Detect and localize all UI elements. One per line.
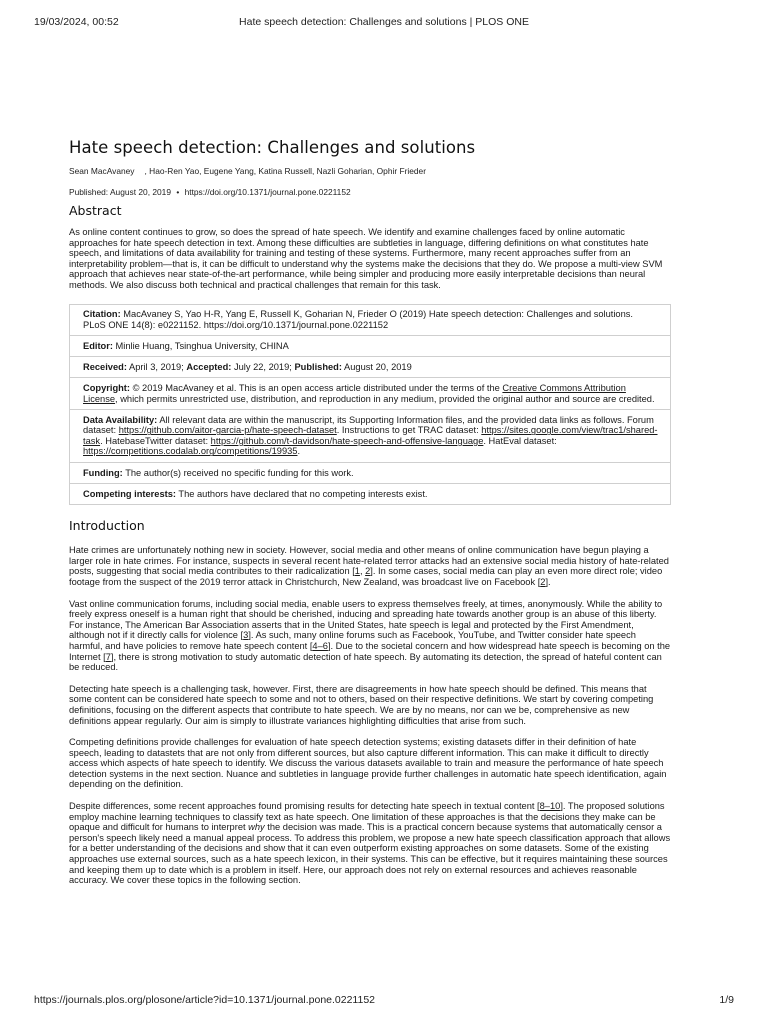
reference-link[interactable]: 4–6 xyxy=(312,640,328,651)
published-date: Published: August 20, 2019 xyxy=(69,187,171,197)
data-availability-row xyxy=(70,409,670,462)
data-availability-text: All relevant data are within the manuscript, its Supporting Information files, and the provided data links as follows. Forum dataset: xyxy=(83,414,654,436)
data-availability-text: . HatEval dataset: xyxy=(483,435,557,446)
reference-link[interactable]: 8–10 xyxy=(539,801,561,812)
introduction-section xyxy=(69,545,671,886)
received-label: Received: xyxy=(83,361,127,372)
introduction-heading: Introduction xyxy=(69,518,145,534)
trac-dataset-link[interactable]: https://sites.google.com/view/trac1/shared-task xyxy=(83,425,658,446)
published-date-meta: August 20, 2019 xyxy=(344,361,412,372)
author-link[interactable]: Sean MacAvaney xyxy=(69,166,135,176)
paragraph-text: ]. As such, many online forums such as Facebook, YouTube, and Twitter consider hate speech harmful, and have policies to remove hate speech content [ xyxy=(69,630,636,651)
intro-paragraph-5 xyxy=(69,801,671,886)
reference-link[interactable]: 1 xyxy=(354,566,360,577)
abstract-heading: Abstract xyxy=(69,203,122,218)
bullet-separator: • xyxy=(176,187,180,197)
editor-text: Minlie Huang, Tsinghua University, CHINA xyxy=(115,340,289,351)
data-availability-label: Data Availability: xyxy=(83,414,158,425)
citation-text: MacAvaney S, Yao H-R, Yang E, Russell K, Goharian N, Frieder O (2019) Hate speech detection: Challenges and solutions. PLoS ONE 14(8): e0221152. https://doi.org/10.1371/journal.pone.0221152 xyxy=(83,309,634,330)
copyright-row xyxy=(70,377,670,409)
dates-row xyxy=(70,356,670,377)
received-date: April 3, 2019; xyxy=(129,361,184,372)
accepted-date: July 22, 2019; xyxy=(233,361,292,372)
paragraph-text: Hate crimes are unfortunately nothing new in society. However, social media and other means of online communication have begun playing a larger role in hate crimes. For instance, suspects in several recent hate-related terror attacks had an extensive social media history of hate-related posts, suggesting that social media contributes to their radicalization [ xyxy=(69,545,669,577)
paragraph-text: Vast online communication forums, including social media, enable users to express themselves freely, at times, anonymously. While the ability to freely express oneself is a human right that should be cherished, inducing and spreading hate towards another group is an abuse of this liberty. For instance, The American Bar Association asserts that in the United States, hate speech is legal and protected by the First Amendment, although not if it directly calls for violence [ xyxy=(69,598,663,641)
publication-line xyxy=(69,187,671,197)
data-availability-text: . xyxy=(297,446,301,457)
paragraph-text: ]. The proposed solutions employ machine learning techniques to classify text as hate speech. One limitation of these approaches is that the decisions they make can be opaque and difficult for humans to interpret xyxy=(69,801,665,833)
print-footer xyxy=(34,994,734,1008)
emphasis-text: why xyxy=(248,822,265,833)
copyright-label: Copyright: xyxy=(83,382,130,393)
hatebase-dataset-link[interactable]: https://github.com/t-davidson/hate-speech-and-offensive-language xyxy=(210,435,484,446)
reference-link[interactable]: 3 xyxy=(243,630,249,641)
published-label: Published: xyxy=(294,361,342,372)
abstract-text: As online content continues to grow, so does the spread of hate speech. We identify and examine challenges faced by online automatic approaches for hate speech detection in text. Among these difficulties are subtleties in language, differing definitions on what constitutes hate speech, and limitations of data availability for training and testing of these systems. Furthermore, many recent approaches suffer from an interpretability problem—that is, it can be difficult to understand why the systems make the decisions that they do. We propose a multi-view SVM approach that achieves near state-of-the-art performance, while being simpler and producing more easily interpretable decisions than neural methods. We also discuss both technical and practical challenges that remain for this task. xyxy=(69,227,663,290)
paragraph-text: Despite differences, some recent approaches found promising results for detecting hate speech in textual content [ xyxy=(69,801,540,812)
reference-link[interactable]: 7 xyxy=(105,651,111,662)
forum-dataset-link[interactable]: https://github.com/aitor-garcia-p/hate-speech-dataset xyxy=(118,425,337,436)
funding-row xyxy=(70,462,670,483)
print-url: https://journals.plos.org/plosone/article?id=10.1371/journal.pone.0221152 xyxy=(34,994,376,1006)
print-page-number: 1/9 xyxy=(719,994,734,1006)
print-date: 19/03/2024, 00:52 xyxy=(34,16,119,28)
competing-interests-row xyxy=(70,483,670,504)
competing-interests-text: The authors have declared that no competing interests exist. xyxy=(178,488,428,499)
paragraph-text: ]. xyxy=(545,576,551,587)
print-header xyxy=(34,16,734,30)
article xyxy=(69,138,671,886)
paragraph-text: ], there is strong motivation to study automatic detection of hate speech. By automating its detection, the spread of hateful content can be reduced. xyxy=(69,651,662,673)
intro-paragraph-1 xyxy=(69,545,671,587)
license-link[interactable]: Creative Commons Attribution License xyxy=(83,382,626,404)
author-names[interactable]: , Hao-Ren Yao, Eugene Yang, Katina Russell, Nazli Goharian, Ophir Frieder xyxy=(144,166,426,176)
copyright-text-end: , which permits unrestricted use, distribution, and reproduction in any medium, provided the original author and source are credited. xyxy=(115,393,655,404)
editor-label: Editor: xyxy=(83,340,113,351)
article-title: Hate speech detection: Challenges and solutions xyxy=(69,138,476,157)
hateval-dataset-link[interactable]: https://competitions.codalab.org/competitions/19935 xyxy=(83,446,298,457)
paragraph-text: ]. In some cases, social media can play an even more direct role; video footage from the suspect of the 2019 terror attack in Christchurch, New Zealand, was broadcast live on Facebook [ xyxy=(69,566,663,587)
intro-paragraph-2 xyxy=(69,599,671,673)
paragraph-text: ]. Due to the societal concern and how widespread hate speech is becoming on the Internet [ xyxy=(69,640,671,662)
accepted-label: Accepted: xyxy=(186,361,232,372)
citation-label: Citation: xyxy=(83,309,121,320)
competing-interests-label: Competing interests: xyxy=(83,488,176,499)
paragraph-text: , xyxy=(359,566,366,577)
author-list xyxy=(69,166,671,176)
intro-paragraph-3: Detecting hate speech is a challenging task, however. First, there are disagreements in how hate speech should be defined. This means that some content can be considered hate speech to some and not to others, based on their respective definitions. We start by covering competing definitions, focusing on the different aspects that contribute to hate speech. We are by no means, nor can we be, comprehensive as new definitions appear regularly. Our aim is simply to illustrate variances highlighting difficulties that arise from such. xyxy=(69,683,654,726)
funding-label: Funding: xyxy=(83,467,123,478)
data-availability-text: . HatebaseTwitter dataset: xyxy=(100,435,209,446)
reference-link[interactable]: 2 xyxy=(540,576,546,587)
funding-text: The author(s) received no specific funding for this work. xyxy=(125,467,354,478)
citation-row xyxy=(70,305,670,336)
doi-link[interactable]: https://doi.org/10.1371/journal.pone.0221152 xyxy=(184,187,351,197)
intro-paragraph-4: Competing definitions provide challenges for evaluation of hate speech detection systems; existing datasets differ in their definition of hate speech, leading to datastets that are not only from different sources, but also capture different information. This can make it difficult to directly access which aspects of hate speech to identify. We discuss the various datasets available to train and measure the performance of hate speech detection systems in the next section. Nuance and subtleties in language provide further challenges in automatic hate speech identification, again depending on the definition. xyxy=(69,737,667,790)
article-info-box xyxy=(69,304,671,506)
paragraph-text: the decision was made. This is a practical concern because systems that automatically censor a person's speech likely need a manual appeal process. To address this problem, we propose a new hate speech classification approach that allows for a better understanding of the decisions and show that it can even outperform existing approaches on some datasets. Some of the existing approaches use external sources, such as a hate speech lexicon, in their systems. This can be effective, but it requires maintaining these sources and keeping them up to date which is a problem in itself. Here, our approach does not rely on external resources and achieves reasonable accuracy. We cover these topics in the following section. xyxy=(69,822,671,886)
print-page-title: Hate speech detection: Challenges and solutions | PLOS ONE xyxy=(239,16,529,28)
copyright-text: © 2019 MacAvaney et al. This is an open access article distributed under the terms of the xyxy=(132,382,500,393)
reference-link[interactable]: 2 xyxy=(365,566,371,577)
data-availability-text: . Instructions to get TRAC dataset: xyxy=(336,425,479,436)
editor-row xyxy=(70,335,670,356)
